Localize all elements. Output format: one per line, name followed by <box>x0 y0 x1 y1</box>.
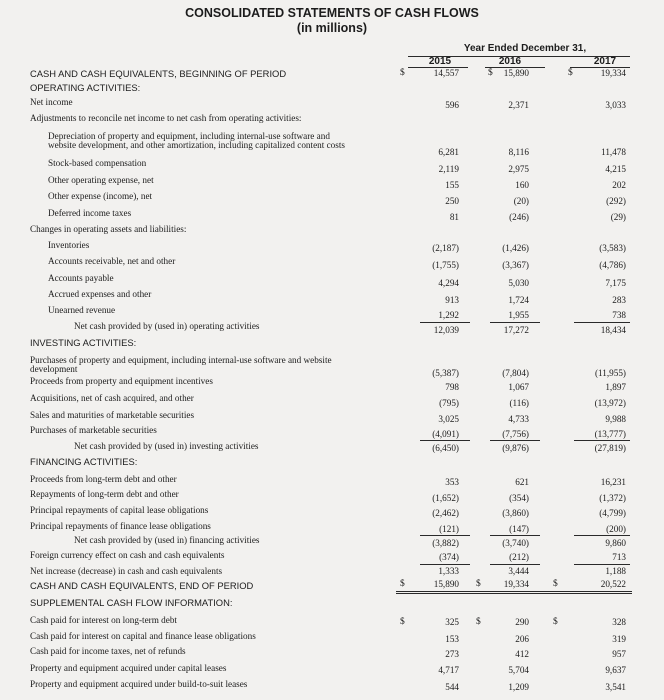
value-2015: 15,890 <box>433 579 459 589</box>
value-2016: 5,030 <box>508 278 529 288</box>
value-2015: (374) <box>439 552 459 562</box>
value-2016: 206 <box>515 634 529 644</box>
value-2015: 4,294 <box>438 278 459 288</box>
section-heading: OPERATING ACTIVITIES: <box>30 82 141 93</box>
value-2015: (6,450) <box>432 443 459 453</box>
value-2016: (147) <box>509 524 529 534</box>
value-2015: (5,387) <box>432 368 459 378</box>
row-label: Cash paid for interest on capital and finance lease obligations <box>30 631 256 641</box>
dollar-sign: $ <box>568 68 573 78</box>
value-2017: (200) <box>606 524 626 534</box>
subtotal-rule <box>490 322 540 323</box>
value-2016: (212) <box>509 552 529 562</box>
value-2015: 353 <box>445 477 459 487</box>
value-2015: (2,462) <box>432 508 459 518</box>
value-2015: 1,333 <box>438 566 459 576</box>
value-2017: 16,231 <box>600 477 626 487</box>
value-2015: 4,717 <box>438 665 459 675</box>
value-2017: 7,175 <box>605 278 626 288</box>
value-2017: 1,188 <box>605 566 626 576</box>
value-2016: (246) <box>509 212 529 222</box>
value-2015: 6,281 <box>438 147 459 157</box>
value-2015: 2,119 <box>438 164 459 174</box>
value-2017: (3,583) <box>599 243 626 253</box>
value-2015: (121) <box>439 524 459 534</box>
dollar-sign: $ <box>476 617 481 627</box>
dollar-sign: $ <box>400 617 405 627</box>
value-2017: (292) <box>606 196 626 206</box>
value-2016: (116) <box>509 398 529 408</box>
subtotal-rule <box>574 440 630 441</box>
value-2016: (354) <box>509 493 529 503</box>
value-2017: (4,786) <box>599 260 626 270</box>
value-2016: 19,334 <box>503 579 529 589</box>
value-2016: (3,367) <box>502 260 529 270</box>
value-2015: 81 <box>449 212 459 222</box>
total-double-rule <box>396 591 632 592</box>
value-2016: 290 <box>515 617 529 627</box>
value-2016: 5,704 <box>508 665 529 675</box>
row-label: Principal repayments of finance lease obligations <box>30 521 211 531</box>
value-2017: 20,522 <box>600 579 626 589</box>
row-label: Purchases of marketable securities <box>30 425 157 435</box>
value-2015: 798 <box>445 382 459 392</box>
row-label: Cash paid for income taxes, net of refunds <box>30 646 186 656</box>
value-2016: 3,444 <box>508 566 529 576</box>
total-double-rule <box>396 593 632 594</box>
subtotal-rule <box>420 440 470 441</box>
value-2016: 1,955 <box>508 310 529 320</box>
value-2017: (29) <box>610 212 626 222</box>
subtotal-rule <box>490 440 540 441</box>
dollar-sign: $ <box>400 68 405 78</box>
value-2017: 738 <box>612 310 626 320</box>
row-label-continued: website development, and other amortization, including capitalized content costs <box>48 140 345 150</box>
row-label: Foreign currency effect on cash and cash equivalents <box>30 550 225 560</box>
value-2016: (20) <box>513 196 529 206</box>
value-2017: 18,434 <box>600 325 626 335</box>
value-2016: 2,975 <box>508 164 529 174</box>
dollar-sign: $ <box>488 68 493 78</box>
value-2016: 1,067 <box>508 382 529 392</box>
row-label: Net increase (decrease) in cash and cash equivalents <box>30 566 223 576</box>
row-label: Net cash provided by (used in) operating activities <box>74 321 260 331</box>
dollar-sign: $ <box>400 579 405 589</box>
value-2017: (11,955) <box>594 368 626 378</box>
value-2017: 319 <box>612 634 626 644</box>
value-2015: (1,652) <box>432 493 459 503</box>
value-2015: (2,187) <box>432 243 459 253</box>
value-2016: 1,724 <box>508 295 529 305</box>
value-2015: 3,025 <box>438 414 459 424</box>
value-2017: 713 <box>612 552 626 562</box>
value-2015: 14,557 <box>433 68 459 78</box>
value-2016: 17,272 <box>503 325 529 335</box>
value-2016: 412 <box>515 649 529 659</box>
row-label: Depreciation of property and equipment, including internal-use software and <box>48 131 330 141</box>
row-label: Property and equipment acquired under capital leases <box>30 663 227 673</box>
section-subheading: Changes in operating assets and liabilities: <box>30 224 187 234</box>
row-label: Inventories <box>48 240 90 250</box>
row-label: Cash paid for interest on long-term debt <box>30 615 177 625</box>
value-2015: (3,882) <box>432 538 459 548</box>
value-2015: (1,755) <box>432 260 459 270</box>
row-label: Accounts payable <box>48 273 114 283</box>
row-label: Proceeds from property and equipment incentives <box>30 376 213 386</box>
dollar-sign: $ <box>553 579 558 589</box>
value-2017: 4,215 <box>605 164 626 174</box>
value-2016: 621 <box>515 477 529 487</box>
value-2015: 153 <box>445 634 459 644</box>
value-2015: 913 <box>445 295 459 305</box>
value-2017: (27,819) <box>594 443 626 453</box>
value-2016: (3,860) <box>502 508 529 518</box>
value-2017: 1,897 <box>605 382 626 392</box>
row-label: Net income <box>30 97 73 107</box>
value-2015: 544 <box>445 682 459 692</box>
value-2017: 11,478 <box>601 147 626 157</box>
row-label: Unearned revenue <box>48 305 116 315</box>
row-label: Accounts receivable, net and other <box>48 256 176 266</box>
value-2016: (9,876) <box>502 443 529 453</box>
value-2017: 9,860 <box>605 538 626 548</box>
year-2017-header: 2017 <box>593 56 617 67</box>
row-label: CASH AND CASH EQUIVALENTS, BEGINNING OF PERIOD <box>30 68 287 79</box>
year-2016-header: 2016 <box>498 56 522 67</box>
year-2015-header: 2015 <box>428 56 452 67</box>
statement-title: CONSOLIDATED STATEMENTS OF CASH FLOWS <box>185 6 479 20</box>
subtotal-rule <box>490 564 540 565</box>
value-2017: (1,372) <box>599 493 626 503</box>
period-header: Year Ended December 31, <box>463 43 587 54</box>
section-heading: SUPPLEMENTAL CASH FLOW INFORMATION: <box>30 597 233 608</box>
subtotal-rule <box>574 564 630 565</box>
value-2017: 9,637 <box>605 665 626 675</box>
section-subheading: Adjustments to reconcile net income to net cash from operating activities: <box>30 113 302 123</box>
value-2016: (7,756) <box>502 429 529 439</box>
value-2016: 2,371 <box>508 100 529 110</box>
section-heading: INVESTING ACTIVITIES: <box>30 337 137 348</box>
value-2017: 283 <box>612 295 626 305</box>
section-heading: FINANCING ACTIVITIES: <box>30 456 138 467</box>
value-2015: (795) <box>439 398 459 408</box>
row-label-continued: development <box>30 364 78 374</box>
value-2016: 1,209 <box>508 682 529 692</box>
value-2016: 8,116 <box>508 147 529 157</box>
subtotal-rule <box>574 535 630 536</box>
value-2017: 957 <box>612 649 626 659</box>
dollar-sign: $ <box>476 579 481 589</box>
value-2016: 15,890 <box>503 68 529 78</box>
value-2017: 202 <box>612 180 626 190</box>
row-label: Proceeds from long-term debt and other <box>30 474 177 484</box>
row-label: Accrued expenses and other <box>48 289 152 299</box>
subtotal-rule <box>420 564 470 565</box>
value-2015: 596 <box>445 100 459 110</box>
value-2015: 155 <box>445 180 459 190</box>
subtotal-rule <box>420 322 470 323</box>
value-2017: (4,799) <box>599 508 626 518</box>
value-2017: 3,033 <box>605 100 626 110</box>
statement-subtitle: (in millions) <box>296 21 368 35</box>
row-label: Sales and maturities of marketable securities <box>30 410 195 420</box>
value-2016: (3,740) <box>502 538 529 548</box>
row-label: Property and equipment acquired under build-to-suit leases <box>30 679 248 689</box>
value-2017: 328 <box>612 617 626 627</box>
value-2016: 4,733 <box>508 414 529 424</box>
row-label: Net cash provided by (used in) investing activities <box>74 441 259 451</box>
value-2017: 9,988 <box>605 414 626 424</box>
value-2017: (13,777) <box>594 429 626 439</box>
row-label: CASH AND CASH EQUIVALENTS, END OF PERIOD <box>30 580 254 591</box>
subtotal-rule <box>420 535 470 536</box>
value-2016: 160 <box>515 180 529 190</box>
row-label: Other operating expense, net <box>48 175 154 185</box>
value-2015: (4,091) <box>432 429 459 439</box>
subtotal-rule <box>490 535 540 536</box>
value-2015: 273 <box>445 649 459 659</box>
row-label: Other expense (income), net <box>48 191 153 201</box>
row-label: Repayments of long-term debt and other <box>30 489 179 499</box>
row-label: Principal repayments of capital lease obligations <box>30 505 209 515</box>
row-label: Deferred income taxes <box>48 208 132 218</box>
dollar-sign: $ <box>553 617 558 627</box>
row-label: Purchases of property and equipment, including internal-use software and website <box>30 355 332 365</box>
value-2015: 1,292 <box>438 310 459 320</box>
value-2015: 325 <box>445 617 459 627</box>
row-label: Stock-based compensation <box>48 158 147 168</box>
value-2017: 19,334 <box>600 68 626 78</box>
row-label: Net cash provided by (used in) financing activities <box>74 535 260 545</box>
row-label: Acquisitions, net of cash acquired, and other <box>30 393 194 403</box>
value-2015: 250 <box>445 196 459 206</box>
value-2017: (13,972) <box>594 398 626 408</box>
value-2016: (7,804) <box>502 368 529 378</box>
value-2017: 3,541 <box>605 682 626 692</box>
subtotal-rule <box>574 322 630 323</box>
value-2016: (1,426) <box>502 243 529 253</box>
value-2015: 12,039 <box>433 325 459 335</box>
